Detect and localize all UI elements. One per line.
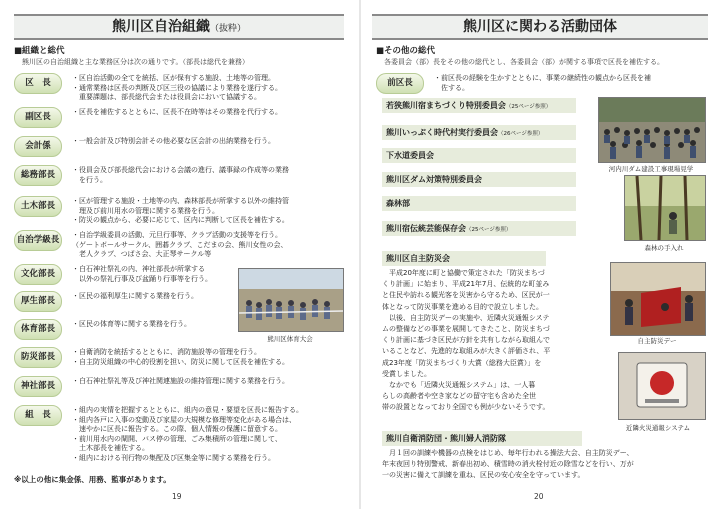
drill-day-caption: 自主防災デー	[637, 337, 677, 345]
org-name: 下水道委員会	[386, 151, 434, 160]
intro-text: 各委員会（部）長をその他の総代とし、各委員会（部）が関する事項で区長を補佐する。	[384, 58, 664, 66]
role-description: ・自治学級委員の活動、元旦行事等、クラブ活動の支援等を行う。 （ゲートボールサークル、囲碁クラブ、こだまの会、熊川女性の会、 老人クラブ、つばさ会、大正琴サークル等	[72, 231, 288, 259]
role-badge: 総務部長	[14, 165, 62, 186]
drill-day-photo	[610, 262, 706, 336]
forest-caption: 森林の手入れ	[644, 244, 684, 252]
org-name: 熊川宿伝統芸能保存会	[386, 224, 466, 233]
role-badge: 前区長	[376, 73, 424, 94]
role-badge: 防災部長	[14, 347, 62, 368]
role-badge: 体育部長	[14, 319, 62, 340]
role-description: ・区民の福利厚生に関する業務を行う。	[72, 292, 198, 300]
page-title: 熊川区に関わる活動団体	[372, 14, 708, 40]
intro-text: 熊川区の自治組織と主な業務区分は次の通りです。（部長は総代を兼務）	[22, 58, 249, 66]
role-badge: 自治学級長	[14, 230, 62, 251]
bosai-text: 平成20年度に町と協働で策定された「防災まちづ くり計画」に始まり、平成21年7月、伝統的な町並み と住民や訪れる観光客を災害から守るため、区民が一 体となって防災事業を進める目的で設立しました。 以後、自主防災デーの実施や、近隣火災通報システ ムの整備などの事業を展開してきたこと、防災まちづ くり計画に基づき区民が方針を共有しながら取組んで いることなど、先進的な取組みが大きく評価され、平 成23年度「防災まちづくり大賞（総務大臣賞）」を 受賞しました。 なかでも「近隣火災通報システム」は、一人暮 らしの高齢者や空き家などの留守宅も含めた全世 帯の設置となっており全国でも例が少ないそうです。	[382, 269, 551, 412]
org-item	[382, 125, 576, 140]
role-badge: 文化部長	[14, 264, 62, 285]
org-name: 熊川区ダム対策特別委員会	[386, 175, 482, 184]
dam-visit-photo	[598, 97, 706, 163]
role-badge: 厚生部長	[14, 291, 62, 312]
role-description: ・前区長の経験を生かすとともに、事業の継続性の観点から区長を補 佐する。	[434, 74, 651, 92]
fire-brigade-text: 月１回の訓練や機器の点検をはじめ、毎年行われる操法大会、自主防災デー、 年末夜回り特別警戒、新春出初め、積雪時の消火栓付近の除雪などを行い、万が 一の災害に備えて訓練を重ね、区民の安心安全を守っています。	[382, 449, 634, 480]
role-badge: 神社部長	[14, 376, 62, 397]
org-note: （26ページ参照）	[498, 131, 544, 137]
role-description: ・白石神社祭礼の内、神社部長が所掌する 以外の祭礼行事及び盆踊り行事等を行う。	[72, 265, 212, 283]
fire-alarm-photo	[618, 352, 706, 420]
org-item	[382, 148, 576, 163]
role-description: ・区長を補佐するとともに、区長不在時等はその業務を代行する。	[72, 108, 282, 116]
org-item	[382, 221, 576, 236]
role-description: ・区自治活動の全てを統括、区が保有する施設、土地等の管理。 ・通常業務は区長の判断及び区三役の協議により業務を遂行する。 重要課題は、部長総代会または役員会において協議する。	[72, 74, 282, 102]
page-number: 20	[534, 492, 544, 501]
footnote: ※以上の他に集金係、用務、監事があります。	[14, 475, 171, 484]
role-badge: 組 長	[14, 405, 62, 426]
role-description: ・自衛消防を統括するとともに、消防施設等の管理を行う。 ・自主防災組織の中心的役割を担い、防災に関して区長を補佐する。	[72, 348, 289, 366]
bosai-heading: 熊川区自主防災会	[382, 251, 546, 266]
title-note: （抜粋）	[209, 24, 246, 34]
forest-photo	[624, 175, 706, 241]
sports-day-caption: 熊川区体育大会	[267, 335, 313, 343]
role-description: ・役員会及び部長総代会における会議の進行、議事録の作成等の業務 を行う。	[72, 166, 289, 184]
page-20	[362, 0, 720, 509]
section-heading: ■組織と総代	[14, 46, 65, 56]
role-description: ・白石神社祭礼等及び神社関連施設の維持管理に関する業務を行う。	[72, 377, 289, 385]
page-title	[14, 14, 344, 40]
title-text: 熊川区自治組織	[111, 19, 210, 35]
org-name: 若狭熊川宿まちづくり特別委員会	[386, 101, 506, 110]
org-name: 熊川いっぷく時代村実行委員会	[386, 128, 498, 137]
org-note: （25ページ参照）	[505, 104, 552, 110]
org-item	[382, 98, 576, 113]
org-item	[382, 172, 576, 187]
dam-visit-caption: 河内川ダム建設工事現場見学	[608, 165, 694, 173]
role-description: ・区民の体育等に関する業務を行う。	[72, 320, 191, 328]
role-badge: 会計係	[14, 136, 62, 157]
section-heading: ■その他の総代	[376, 46, 436, 56]
fire-brigade-heading: 熊川自衛消防団・熊川婦人消防隊	[382, 431, 582, 446]
role-badge: 副区長	[14, 107, 62, 128]
org-name: 森林部	[386, 199, 410, 208]
role-description: ・組内の実情を把握するとともに、組内の意見・要望を区長に報告する。 ・組内各戸に入事の変動及び家屋の大規模な修理等変化がある場合は、 速やかに区長に報告する。この際、個人情報の保護に留意する。 ・前川用水内の閘開、バス停の管理、ごみ集積所の管理に関して、 土木部長を補佐する。 ・組内における刊行物の集配及び区集金等に関する業務を行う。	[72, 406, 303, 462]
role-badge: 土木部長	[14, 196, 62, 217]
sports-day-photo	[238, 268, 344, 332]
page-number: 19	[172, 492, 182, 501]
page-divider	[359, 0, 361, 509]
org-item	[382, 196, 576, 211]
role-description: ・区が管理する施設・土地等の内、森林部長が所掌する以外の維持管 理及び前川用水の管理に関する業務を行う。 ・防災の観点から、必要に応じて、区内に判断して区長を補佐する。	[72, 197, 289, 225]
role-description: ・一般会計及び特別会計その他必要な区会計の出納業務を行う。	[72, 137, 275, 145]
org-note: （25ページ参照）	[466, 227, 512, 233]
role-badge: 区 長	[14, 73, 62, 94]
fire-alarm-caption: 近隣火災通報システム	[625, 424, 691, 432]
